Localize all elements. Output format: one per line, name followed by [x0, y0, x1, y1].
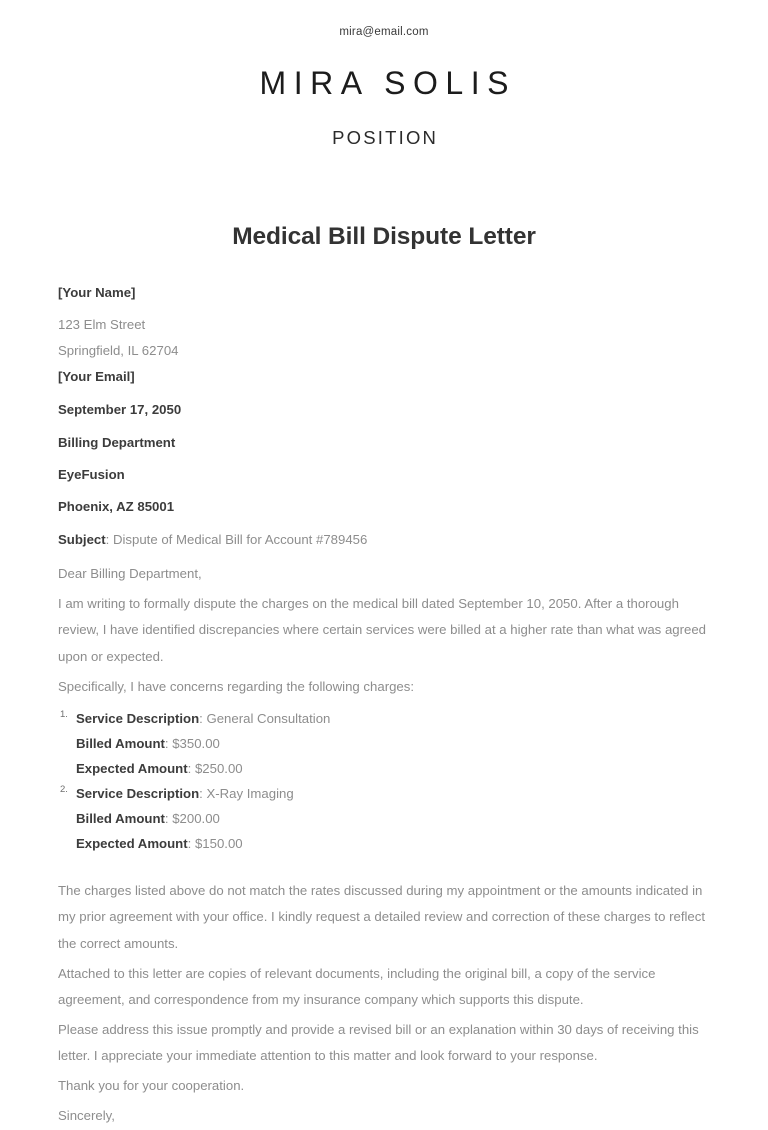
list-marker: 2.: [60, 784, 68, 796]
list-lead-in: Specifically, I have concerns regarding the following charges:: [58, 678, 415, 694]
closing-paragraph-3: Please address this issue promptly and provide a revised bill or an explanation within 30 days of receiving this letter. I appreciate your immediate attention to this matter and look forward to your response.: [58, 1022, 699, 1064]
page-title: Medical Bill Dispute Letter: [232, 222, 536, 250]
service-description-value: X-Ray Imaging: [206, 786, 294, 802]
sender-address-line-2: Springfield, IL 62704: [58, 343, 179, 359]
charge-service-row: [76, 781, 710, 806]
billed-amount-label: Billed Amount: [76, 735, 165, 751]
charge-billed-row: [76, 806, 710, 831]
charge-billed-row: [76, 731, 710, 756]
letter-date: September 17, 2050: [58, 402, 182, 418]
intro-paragraph: I am writing to formally dispute the charges on the medical bill dated September 10, 2050. After a thorough review, I have identified discrepancies where certain services were billed at a higher rate than what was agreed upon or expected.: [58, 596, 707, 664]
sender-address-line-1: 123 Elm Street: [58, 317, 146, 333]
billed-amount-value: $200.00: [172, 811, 220, 827]
sign-off: Sincerely,: [58, 1108, 115, 1124]
salutation: Dear Billing Department,: [58, 566, 202, 582]
list-marker: 1.: [60, 708, 68, 720]
label-separator: :: [164, 811, 173, 827]
letter-content: [0, 222, 768, 1130]
expected-amount-value: $150.00: [194, 836, 243, 852]
sender-name: [Your Name]: [58, 284, 136, 300]
charge-expected-row: [76, 831, 710, 856]
label-separator: :: [199, 710, 207, 726]
recipient-department: Billing Department: [58, 434, 176, 450]
letterhead-name: MIRA SOLIS: [259, 65, 516, 101]
list-item: [58, 781, 710, 856]
letterhead-position: POSITION: [332, 127, 439, 148]
recipient-city-state-zip: Phoenix, AZ 85001: [58, 498, 175, 514]
expected-amount-label: Expected Amount: [76, 761, 188, 777]
subject-line: [58, 530, 710, 549]
service-description-label: Service Description: [76, 710, 200, 726]
letterhead-email: mira@email.com: [339, 26, 429, 38]
expected-amount-value: $250.00: [194, 761, 243, 777]
recipient-block: [58, 400, 710, 516]
charge-expected-row: [76, 756, 710, 781]
service-description-label: Service Description: [76, 786, 200, 802]
subject-value: Dispute of Medical Bill for Account #789456: [112, 532, 368, 548]
charges-list: [58, 706, 710, 856]
charge-service-row: [76, 706, 710, 731]
label-separator: :: [187, 761, 195, 777]
thank-you-line: Thank you for your cooperation.: [58, 1078, 245, 1094]
closing-paragraph-1: The charges listed above do not match the rates discussed during my appointment or the amounts indicated in my prior agreement with your office. I kindly request a detailed review and correction of these charges to reflect the correct amounts.: [58, 883, 705, 951]
recipient-company: EyeFusion: [58, 466, 125, 482]
label-separator: :: [164, 735, 173, 751]
label-separator: :: [187, 836, 195, 852]
list-item: [58, 706, 710, 781]
label-separator: :: [199, 786, 207, 802]
sender-email: [Your Email]: [58, 369, 135, 385]
closing-paragraph-2: Attached to this letter are copies of relevant documents, including the original bill, a copy of the service agreement, and correspondence from my insurance company which supports this dispute.: [58, 965, 656, 1007]
expected-amount-label: Expected Amount: [76, 836, 188, 852]
subject-label: Subject: [58, 532, 106, 548]
letterhead: [0, 0, 768, 148]
billed-amount-value: $350.00: [172, 735, 220, 751]
service-description-value: General Consultation: [206, 710, 331, 726]
billed-amount-label: Billed Amount: [76, 811, 165, 827]
subject-separator: :: [105, 532, 113, 548]
sender-block: [58, 283, 710, 387]
